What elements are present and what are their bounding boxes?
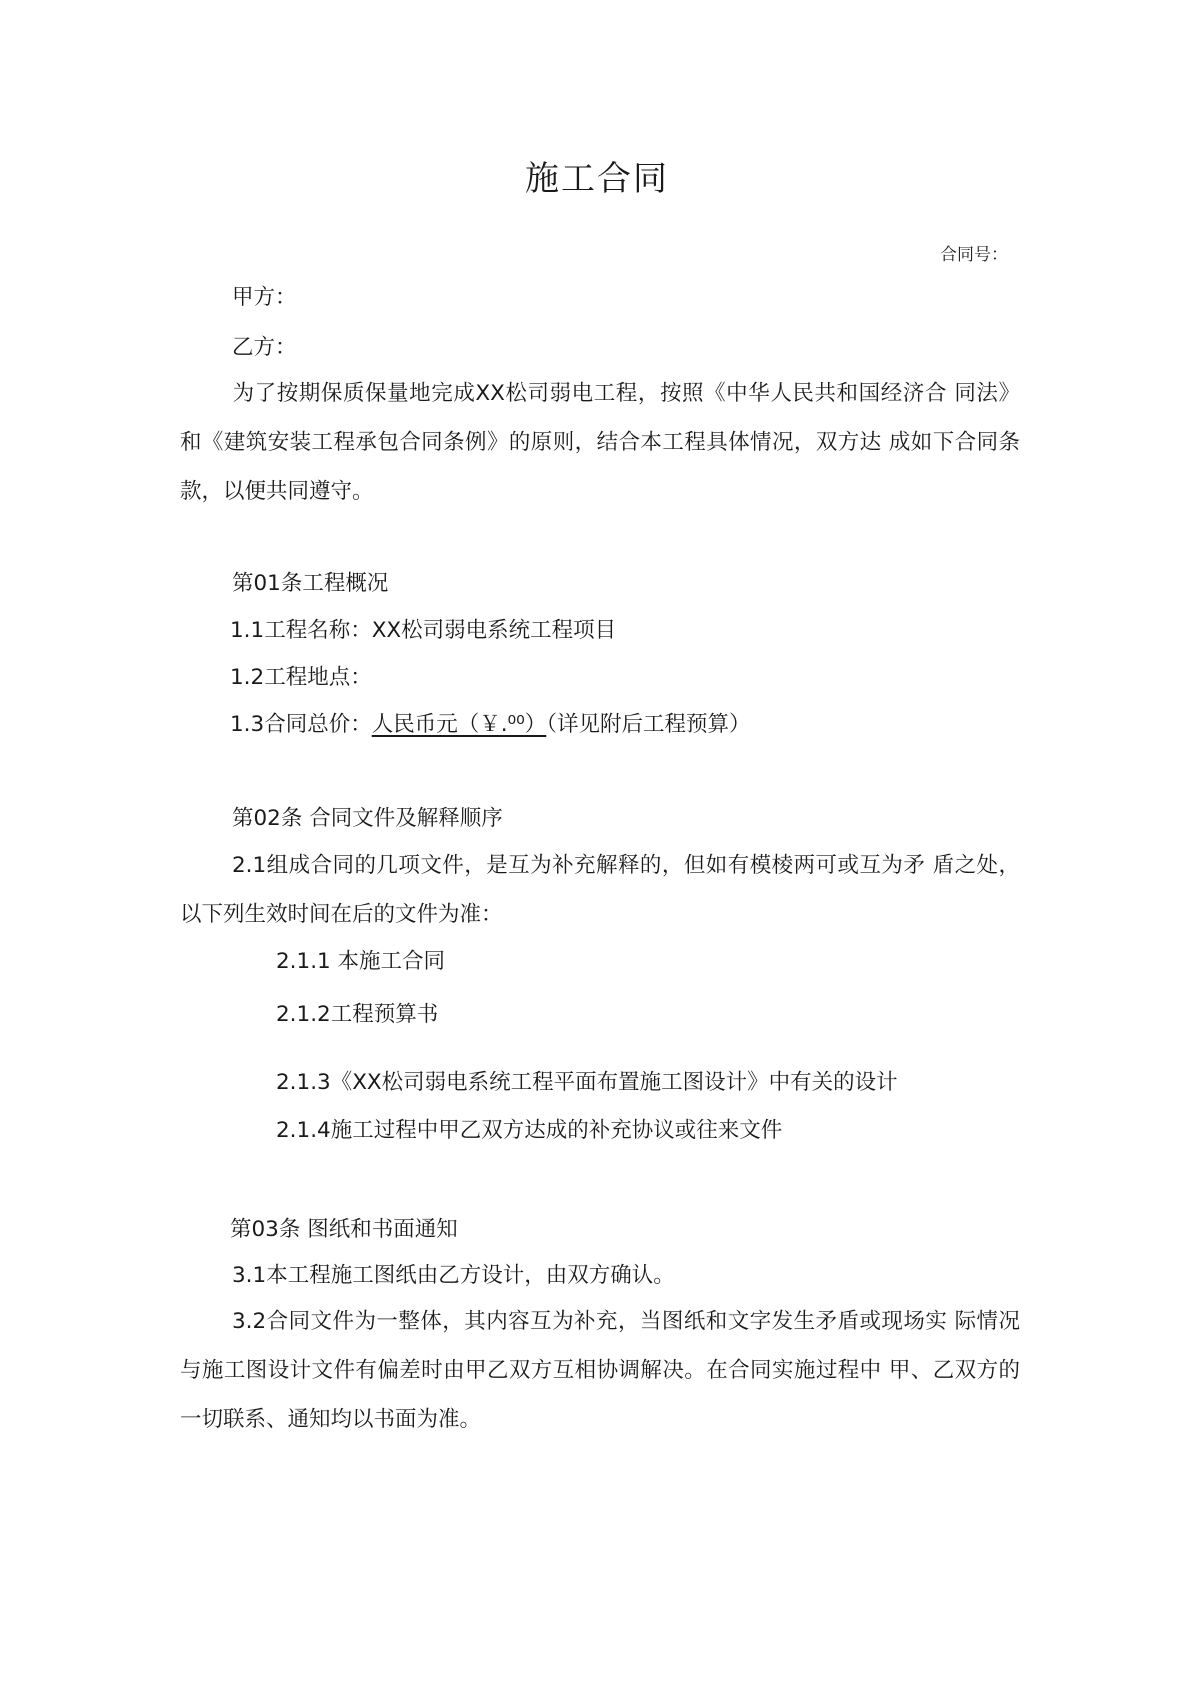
item-2-1-3: 2.1.3《XX松司弱电系统工程平面布置施工图设计》中有关的设计 [276,1070,898,1095]
item-1-1: 1.1工程名称：XX松司弱电系统工程项目 [230,618,617,643]
item-2-1-2: 2.1.2工程预算书 [276,1002,439,1027]
item-3-2 [180,1297,1020,1444]
item-2-1-text: 2.1组成合同的几项文件，是互为补充解释的，但如有模棱两可或互为矛 盾之处，以下列生效时间在后的文件为准： [180,853,1020,927]
party-a-label: 甲方： [232,285,297,310]
article-1-heading: 第01条工程概况 [232,571,389,596]
item-2-1-4: 2.1.4施工过程中甲乙双方达成的补充协议或往来文件 [276,1118,783,1143]
page-title: 施工合同 [525,159,669,199]
item-2-1 [180,841,1020,939]
item-1-3-label: 1.3合同总价： [230,712,372,737]
item-3-2-text: 3.2合同文件为一整体，其内容互为补充，当图纸和文字发生矛盾或现场实 际情况与施工图设计文件有偏差时由甲乙双方互相协调解决。在合同实施过程中 甲、乙双方的一切联系、通知均以书面为准。 [180,1309,1020,1432]
party-b-label: 乙方： [232,335,297,360]
item-1-3 [230,711,751,739]
intro-text: 为了按期保质保量地完成XX松司弱电工程，按照《中华人民共和国经济合 同法》和《建筑安装工程承包合同条例》的原则，结合本工程具体情况，双方达 成如下合同条款，以便共同遵守。 [180,381,1020,504]
intro-paragraph [180,369,1020,516]
item-1-2: 1.2工程地点： [230,665,372,690]
contract-number-label: 合同号： [940,245,1008,265]
item-1-3-note: （详见附后工程预算） [546,712,751,737]
contract-amount: 人民币元（￥.⁰⁰） [371,712,547,737]
article-2-heading: 第02条 合同文件及解释顺序 [232,806,503,831]
item-3-1: 3.1本工程施工图纸由乙方设计，由双方确认。 [232,1263,675,1288]
item-2-1-1: 2.1.1 本施工合同 [276,949,446,974]
article-3-heading: 第03条 图纸和书面通知 [230,1217,458,1242]
